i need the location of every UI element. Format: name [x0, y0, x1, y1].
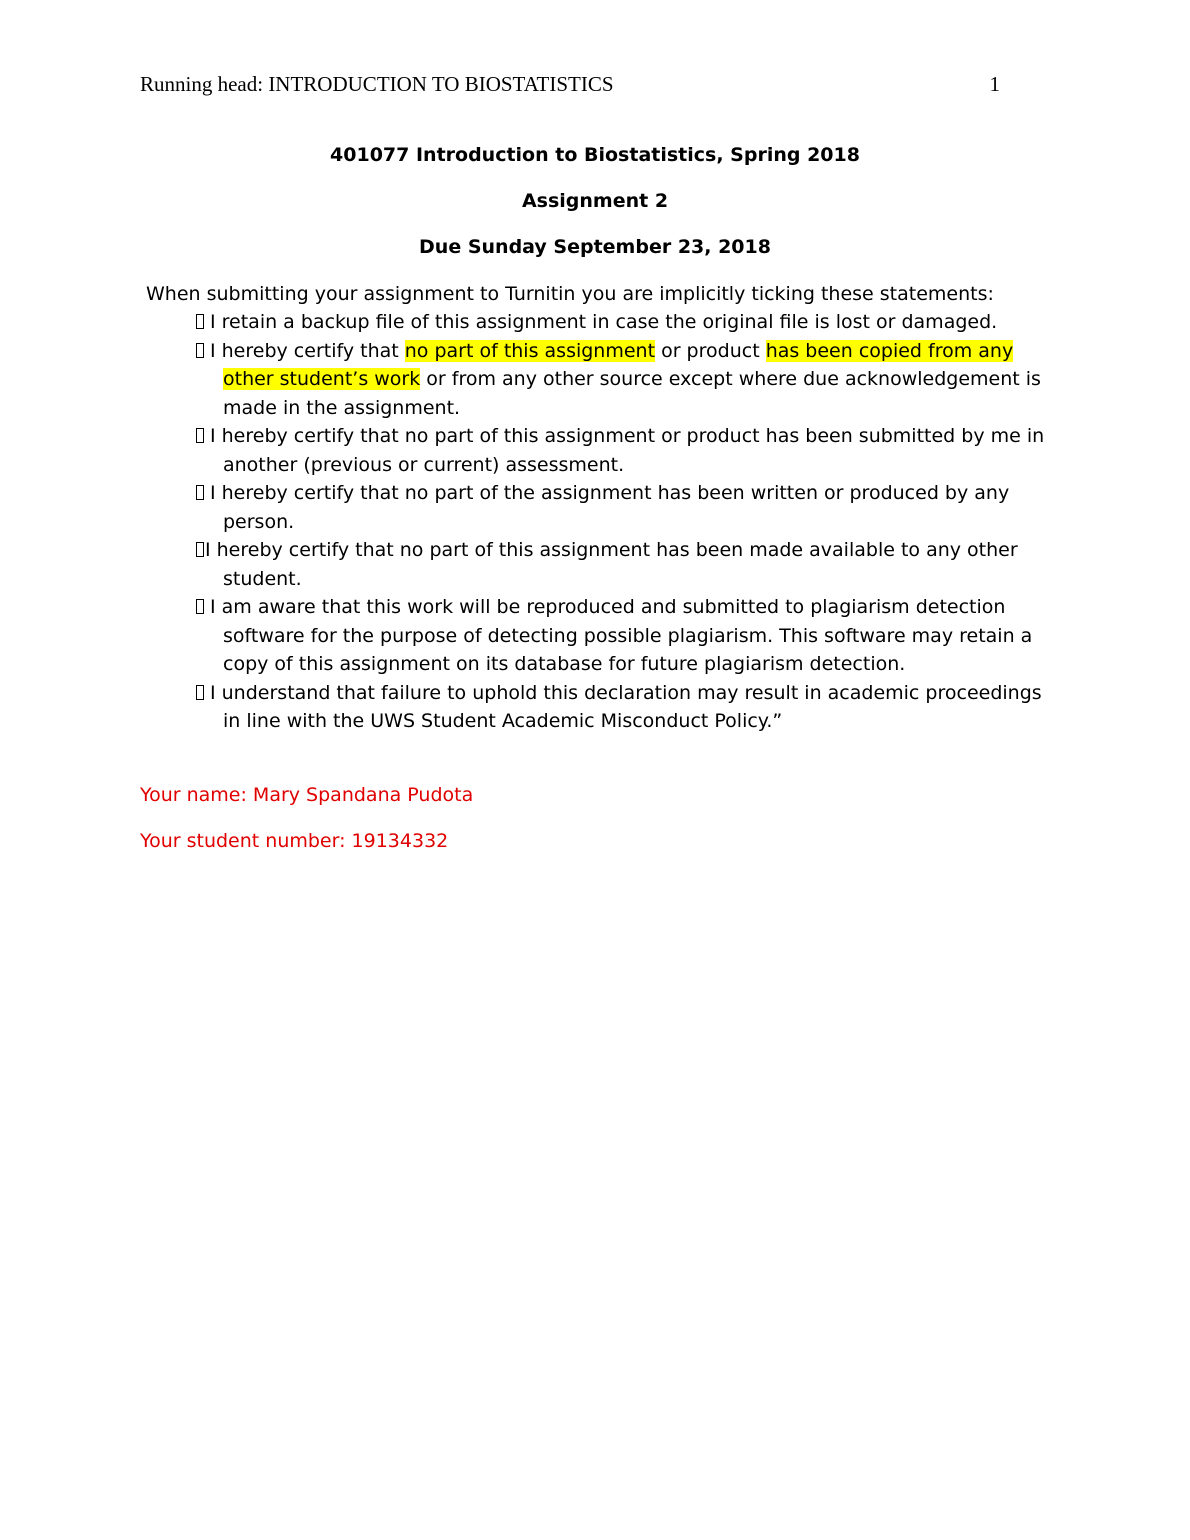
declaration-item: [196, 337, 1056, 423]
due-date: Due Sunday September 23, 2018: [419, 236, 771, 258]
declaration-item: [196, 593, 1056, 679]
student-name: Your name: Mary Spandana Pudota: [140, 784, 474, 806]
page-number: 1: [989, 72, 1000, 96]
declaration-item-text: I hereby certify that no part of this assignment or product has been submitted by me in another (previous or current) assessment.: [210, 425, 1045, 476]
checkbox-glyph-icon: [196, 542, 204, 557]
checkbox-glyph-icon: [196, 343, 204, 358]
declaration-list: [196, 308, 1056, 736]
highlighted-phrase: has been copied from any other student’s work: [223, 339, 1014, 390]
declaration-item-text: I understand that failure to uphold this declaration may result in academic proceedings in line with the UWS Student Academic Misconduct Policy.”: [210, 681, 1042, 732]
checkbox-glyph-icon: [196, 314, 204, 329]
declaration-intro: When submitting your assignment to Turnitin you are implicitly ticking these statements:: [146, 283, 994, 305]
declaration-item: [196, 536, 1056, 593]
checkbox-glyph-icon: [196, 485, 204, 500]
student-number: Your student number: 19134332: [140, 830, 449, 852]
checkbox-glyph-icon: [196, 685, 204, 700]
declaration-item: [196, 422, 1056, 479]
declaration-item-text: I hereby certify that no part of this assignment has been made available to any other student.: [205, 539, 1018, 590]
declaration-item-text: or product: [655, 339, 766, 362]
declaration-item: [196, 679, 1056, 736]
highlighted-phrase: no part of this assignment: [404, 339, 656, 362]
declaration-item: [196, 479, 1056, 536]
declaration-item-text: I hereby certify that no part of the assignment has been written or produced by any person.: [210, 482, 1010, 533]
declaration-item-text: I am aware that this work will be reproduced and submitted to plagiarism detection software for the purpose of detecting possible plagiarism. This software may retain a copy of this assignment on its database for future plagiarism detection.: [210, 596, 1033, 675]
assignment-title: Assignment 2: [521, 190, 669, 212]
declaration-item-text: I hereby certify that: [210, 339, 405, 362]
course-title: 401077 Introduction to Biostatistics, Spring 2018: [330, 144, 860, 166]
declaration-item: [196, 308, 1056, 337]
checkbox-glyph-icon: [196, 428, 204, 443]
running-head-text: Running head: INTRODUCTION TO BIOSTATISTICS: [140, 72, 614, 96]
checkbox-glyph-icon: [196, 599, 204, 614]
declaration-item-text: or from any other source except where due acknowledgement is made in the assignment.: [223, 368, 1041, 419]
declaration-item-text: I retain a backup file of this assignment in case the original file is lost or damaged.: [210, 311, 998, 333]
